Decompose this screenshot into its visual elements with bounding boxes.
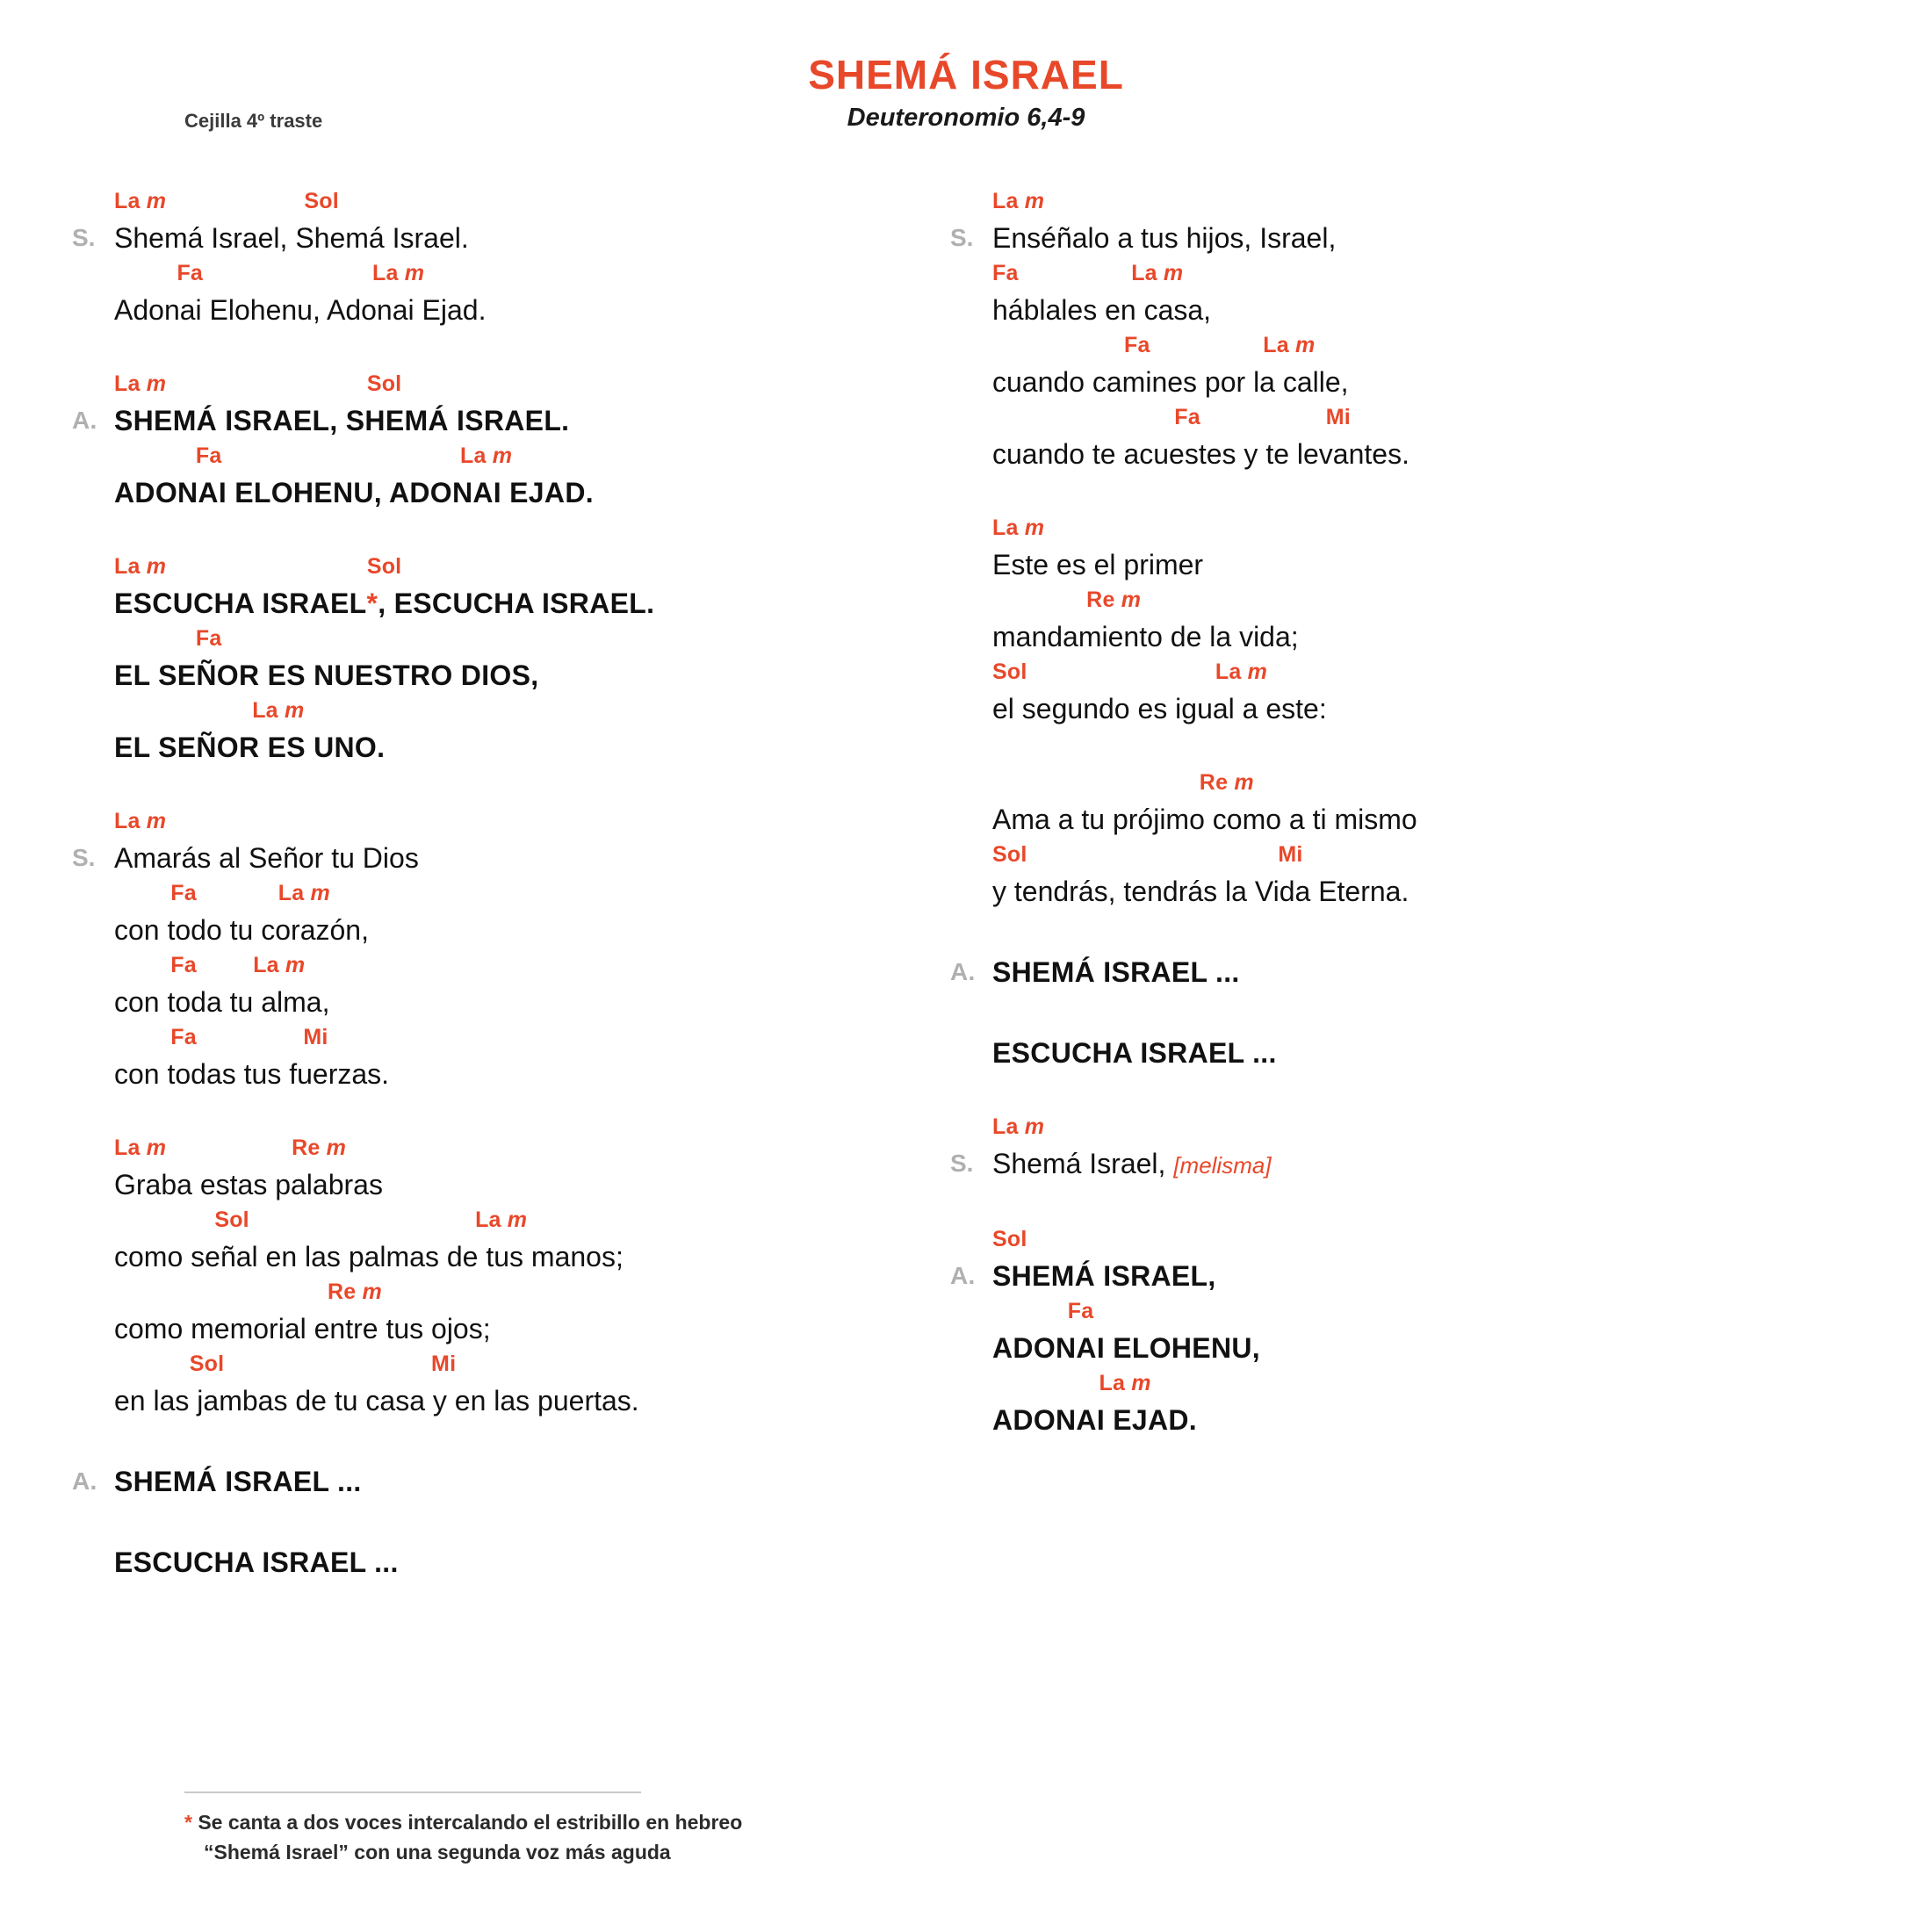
lyrics-columns bbox=[0, 189, 1932, 1624]
stanza bbox=[114, 1543, 966, 1582]
chord-line: Fa bbox=[114, 626, 222, 651]
lyric-text: ESCUCHA ISRAEL bbox=[114, 588, 367, 619]
chord-line: Sol bbox=[992, 1227, 1027, 1251]
lyric-line: háblales en casa, bbox=[992, 294, 1212, 326]
chord-line: Sol La m bbox=[114, 1208, 528, 1232]
lyric-line: SHEMÁ ISRAEL ... A. bbox=[992, 953, 1932, 991]
footnote-line-2: “Shemá Israel” con una segunda voz más aguda bbox=[204, 1841, 671, 1864]
lyric-line: cuando te acuestes y te levantes. bbox=[992, 438, 1409, 470]
chord-line: Fa La m bbox=[992, 261, 1184, 285]
footnote bbox=[184, 1791, 975, 1867]
capo-instruction: Cejilla 4º traste bbox=[184, 110, 323, 132]
chord-line: Fa La m bbox=[114, 881, 330, 905]
lyric-line: Este es el primer bbox=[992, 549, 1204, 580]
chord-line: La m bbox=[992, 1114, 1045, 1139]
stanza bbox=[72, 809, 966, 1093]
lyric-line: ADONAI ELOHENU, bbox=[992, 1332, 1260, 1364]
lyric-text: Shemá Israel, bbox=[992, 1148, 1174, 1179]
chord-line: Fa La m bbox=[114, 443, 513, 468]
speaker-label: A. bbox=[950, 958, 976, 985]
lyric-line: como señal en las palmas de tus manos; bbox=[114, 1241, 624, 1272]
chord-line: Fa La m bbox=[114, 953, 306, 977]
lyric-line bbox=[114, 584, 966, 623]
lyric-line: Ama a tu prójimo como a ti mismo bbox=[992, 804, 1417, 835]
stanza bbox=[992, 770, 1932, 911]
chord-line: La m bbox=[992, 1371, 1151, 1395]
footnote-star: * bbox=[366, 588, 378, 619]
chord-line: Fa La m bbox=[114, 261, 425, 285]
scripture-reference: Deuteronomio 6,4-9 bbox=[847, 104, 1085, 132]
page-title: SHEMÁ ISRAEL bbox=[808, 52, 1124, 97]
chord-line: Re m bbox=[992, 770, 1254, 795]
speaker-label: A. bbox=[72, 407, 97, 434]
footnote-divider bbox=[184, 1791, 641, 1793]
lyric-line: el segundo es igual a este: bbox=[992, 693, 1327, 724]
lyric-line: Adonai Elohenu, Adonai Ejad. bbox=[114, 294, 487, 326]
lyric-line: Graba estas palabras bbox=[114, 1169, 383, 1200]
speaker-label: S. bbox=[950, 1150, 974, 1177]
chord-line: Fa Mi bbox=[992, 405, 1351, 429]
chord-line: Sol Mi bbox=[114, 1352, 457, 1376]
speaker-label: S. bbox=[72, 224, 96, 251]
lyric-line: como memorial entre tus ojos; bbox=[114, 1313, 491, 1344]
lyric-line: en las jambas de tu casa y en las puertas. bbox=[114, 1385, 639, 1417]
stanza bbox=[72, 371, 966, 512]
chord-line: La m bbox=[114, 809, 167, 833]
lyric-line: SHEMÁ ISRAEL ... A. bbox=[114, 1462, 966, 1501]
lyric-line: SHEMÁ ISRAEL, SHEMÁ ISRAEL. A. bbox=[114, 401, 966, 440]
chord-line: La m bbox=[114, 698, 305, 723]
stanza bbox=[72, 1462, 966, 1501]
speaker-label: A. bbox=[950, 1262, 976, 1289]
chord-line: Fa bbox=[992, 1299, 1094, 1323]
stanza bbox=[114, 554, 966, 767]
chord-line: Sol Mi bbox=[992, 842, 1303, 867]
stanza bbox=[950, 189, 1932, 473]
lyric-line: ADONAI EJAD. bbox=[992, 1404, 1197, 1436]
stanza bbox=[992, 515, 1932, 728]
footnote-line-1: Se canta a dos voces intercalando el estribillo en hebreo bbox=[198, 1811, 743, 1834]
lyric-line: EL SEÑOR ES NUESTRO DIOS, bbox=[114, 660, 539, 691]
chord-line: Re m bbox=[114, 1280, 382, 1304]
footnote-marker: * bbox=[184, 1811, 192, 1834]
left-column bbox=[0, 189, 966, 1624]
lyric-line: ESCUCHA ISRAEL ... bbox=[114, 1546, 399, 1578]
document-header bbox=[0, 0, 1932, 167]
chord-line: La m Sol bbox=[114, 371, 402, 396]
stanza bbox=[114, 1135, 966, 1420]
chord-line: Sol La m bbox=[992, 660, 1268, 684]
chord-line: Re m bbox=[992, 588, 1142, 612]
speaker-label: S. bbox=[72, 844, 96, 871]
lyric-line: Amarás al Señor tu Dios S. bbox=[114, 839, 966, 877]
footnote-text bbox=[184, 1807, 975, 1867]
lyric-line: ESCUCHA ISRAEL ... bbox=[992, 1037, 1277, 1069]
chord-line: La m Sol bbox=[114, 189, 339, 213]
lyric-line: SHEMÁ ISRAEL, A. bbox=[992, 1257, 1932, 1295]
speaker-label: A. bbox=[72, 1467, 97, 1495]
lyric-line: Enséñalo a tus hijos, Israel, S. bbox=[992, 219, 1932, 257]
lyric-line: mandamiento de la vida; bbox=[992, 621, 1299, 652]
lyric-text-cont: , ESCUCHA ISRAEL. bbox=[378, 588, 655, 619]
speaker-label: S. bbox=[950, 224, 974, 251]
lyric-line: cuando camines por la calle, bbox=[992, 366, 1349, 398]
stanza bbox=[950, 1227, 1932, 1439]
chord-line: Fa La m bbox=[992, 333, 1316, 357]
lyric-line: Shemá Israel, Shemá Israel. S. bbox=[114, 219, 966, 257]
lyric-line: con toda tu alma, bbox=[114, 986, 330, 1018]
chord-line: La m bbox=[992, 189, 1045, 213]
lyric-line: y tendrás, tendrás la Vida Eterna. bbox=[992, 876, 1409, 907]
stanza bbox=[950, 953, 1932, 991]
chord-line: La m bbox=[992, 515, 1045, 540]
stanza bbox=[72, 189, 966, 329]
chord-line: Fa Mi bbox=[114, 1025, 328, 1049]
right-column bbox=[950, 189, 1932, 1624]
lyric-line bbox=[950, 1144, 1932, 1185]
lyric-line: ADONAI ELOHENU, ADONAI EJAD. bbox=[114, 477, 594, 508]
lyric-line: con todo tu corazón, bbox=[114, 914, 369, 946]
lyric-line: EL SEÑOR ES UNO. bbox=[114, 732, 386, 763]
chord-line: La m Sol bbox=[114, 554, 402, 579]
stanza bbox=[992, 1034, 1932, 1072]
melisma-note: [melisma] bbox=[1173, 1152, 1272, 1179]
lyric-line: con todas tus fuerzas. bbox=[114, 1058, 390, 1090]
chord-line: La m Re m bbox=[114, 1135, 347, 1160]
stanza bbox=[950, 1114, 1932, 1185]
